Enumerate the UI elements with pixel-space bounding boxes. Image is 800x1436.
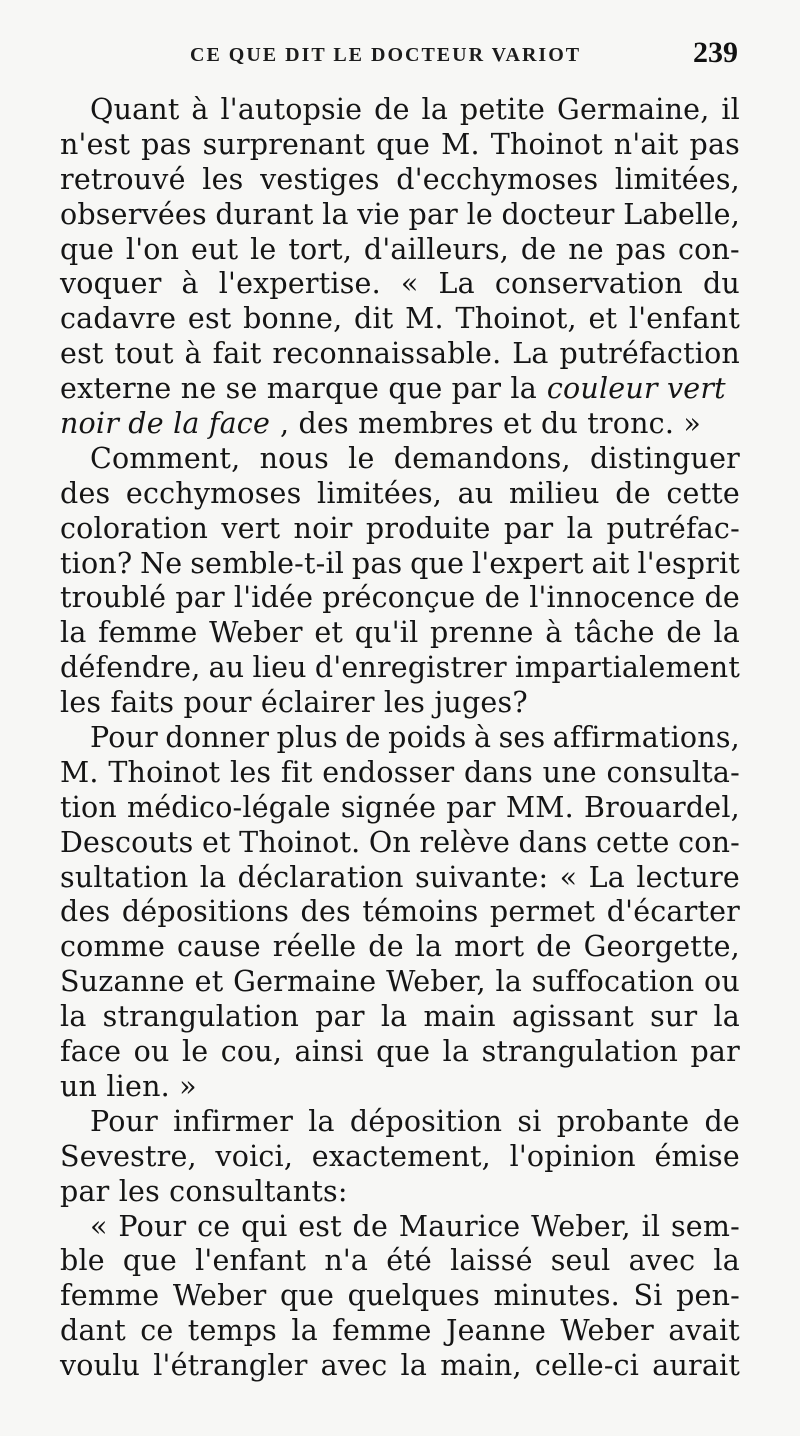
word: strangulation <box>102 1000 300 1034</box>
word: de <box>704 581 740 615</box>
word: la <box>713 1244 740 1278</box>
word: la <box>322 197 349 231</box>
word: dépositions <box>121 895 290 929</box>
word: et <box>588 302 618 336</box>
text-line: externe ne se marque que par la couleur vert <box>60 372 726 406</box>
word: plus <box>276 721 338 755</box>
word: con- <box>677 232 740 266</box>
word: de <box>536 930 572 964</box>
word: Thoinot. <box>239 825 361 859</box>
word: les <box>202 162 244 196</box>
word: la <box>421 93 449 126</box>
word: voulu <box>60 1349 141 1383</box>
word: Thoinot <box>490 127 603 161</box>
word: Weber <box>560 1314 654 1348</box>
word: probante <box>556 1104 690 1138</box>
word: Thoinot <box>108 755 221 789</box>
word: Weber <box>172 1279 267 1313</box>
word: ses <box>498 721 546 755</box>
text-line <box>60 756 740 791</box>
word: M. <box>441 127 480 161</box>
word: l'expert <box>472 546 584 580</box>
word: seul <box>550 1244 611 1278</box>
word: l'idée <box>233 581 314 615</box>
word: déclaration <box>237 860 404 894</box>
word: ou <box>133 1035 170 1069</box>
word: suffocation <box>531 965 695 999</box>
word: Ne <box>140 546 183 580</box>
word: lieu <box>252 651 307 685</box>
word: pas <box>615 232 667 266</box>
word: d'ecchymoses <box>396 162 599 196</box>
word: une <box>542 755 597 789</box>
word: exactement, <box>311 1139 491 1173</box>
word: avec <box>320 1349 388 1383</box>
word: le <box>181 1035 209 1069</box>
word: limitées, <box>614 162 740 196</box>
word: préconçue <box>322 581 476 615</box>
word: l'enfant <box>628 302 740 336</box>
word: par <box>315 1000 365 1034</box>
word: voici, <box>215 1139 294 1173</box>
word: le <box>250 232 277 266</box>
word: la <box>442 1035 470 1069</box>
word: réelle <box>272 930 357 964</box>
word: Labelle, <box>623 197 740 231</box>
word: ait <box>591 546 630 580</box>
word: face <box>60 1035 122 1069</box>
text-line <box>60 302 740 337</box>
word: cadavre <box>60 302 177 336</box>
word: eut <box>191 232 239 266</box>
word: « <box>400 267 419 301</box>
word: qui <box>241 1209 288 1243</box>
word: de <box>666 616 702 650</box>
word: produite <box>365 511 491 545</box>
word: surprenant <box>202 127 366 161</box>
word: la <box>308 1104 335 1138</box>
word: endosser <box>322 755 455 789</box>
word: femme <box>98 616 198 650</box>
word: par <box>175 581 225 615</box>
word: de <box>345 721 381 755</box>
text-line <box>60 512 740 547</box>
word: Germaine <box>233 965 377 999</box>
word: vestiges <box>260 162 380 196</box>
word: lecture <box>636 860 740 894</box>
word: Pour <box>118 1209 187 1243</box>
word: femme <box>332 1314 432 1348</box>
word: que <box>60 232 115 266</box>
word: avec <box>628 1244 696 1278</box>
word: semble-t-il <box>190 546 345 580</box>
word: distinguer <box>589 441 740 475</box>
word: reconnaissable. <box>272 337 502 371</box>
word: cause <box>176 930 261 964</box>
italic-phrase: couleur vert <box>546 372 726 406</box>
word: et <box>201 825 231 859</box>
word: ce <box>197 1209 231 1243</box>
word: La <box>438 267 475 301</box>
word: Pour <box>90 1104 158 1138</box>
word: main, <box>440 1349 522 1383</box>
word: On <box>368 825 411 859</box>
word: conservation <box>494 267 683 301</box>
word: main <box>423 1000 496 1034</box>
word: demandons, <box>393 441 571 475</box>
word: de <box>374 93 410 126</box>
word: il <box>721 93 740 126</box>
word: n'ait <box>613 127 679 161</box>
word: Quant <box>90 93 180 126</box>
word: n'a <box>324 1244 369 1278</box>
word: troublé <box>60 581 167 615</box>
text-line <box>60 826 740 861</box>
word: médico-légale <box>126 790 331 824</box>
word: tâche <box>574 616 655 650</box>
word: est <box>298 1209 342 1243</box>
word: La <box>588 860 625 894</box>
word: quelques <box>347 1279 480 1313</box>
word: femme <box>60 1279 160 1313</box>
word: fait <box>212 337 262 371</box>
running-head <box>60 36 738 76</box>
word: l'opinion <box>509 1139 636 1173</box>
text-line <box>60 233 740 268</box>
word: noir <box>293 511 353 545</box>
word: vie <box>357 197 400 231</box>
word: Si <box>633 1279 663 1313</box>
word: cou, <box>220 1035 283 1069</box>
word: le <box>348 441 375 475</box>
word: à <box>545 616 563 650</box>
word: Comment, <box>90 441 241 475</box>
word: dans <box>463 755 533 789</box>
word: l'étrangler <box>153 1349 308 1383</box>
word: il <box>641 1209 661 1243</box>
word: d'enregistrer <box>314 651 507 685</box>
text-line <box>60 1035 740 1070</box>
word: « <box>90 1209 108 1243</box>
word: déposition <box>349 1104 503 1138</box>
word: Descouts <box>60 825 194 859</box>
word: M. <box>405 302 444 336</box>
word: putréfaction <box>559 337 740 371</box>
word: observées <box>60 197 207 231</box>
word: est <box>187 302 232 336</box>
word: de <box>615 476 651 510</box>
text-line: noir de la face , des membres et du tronc. » <box>60 407 701 441</box>
word: coloration <box>60 511 209 545</box>
word: l'expertise. <box>218 267 381 301</box>
word: docteur <box>501 197 615 231</box>
word: de <box>368 930 404 964</box>
word: consulta- <box>606 755 740 789</box>
word: voquer <box>60 267 162 301</box>
word: par <box>503 511 554 545</box>
word: par <box>446 790 496 824</box>
word: l'enfant <box>195 1244 307 1278</box>
word: le <box>466 197 493 231</box>
word: La <box>512 337 549 371</box>
text-line <box>60 267 740 302</box>
word: ne <box>568 232 604 266</box>
text-line <box>60 1210 740 1245</box>
body-text <box>60 93 740 1384</box>
word: Pour <box>90 721 158 755</box>
word: à <box>473 721 492 755</box>
word: n'est <box>60 127 131 161</box>
text-line <box>60 651 740 686</box>
word: aurait <box>652 1349 740 1383</box>
word: sem- <box>670 1209 740 1243</box>
word: M. <box>60 755 99 789</box>
text-line <box>60 616 740 651</box>
word: ble <box>60 1244 105 1278</box>
word: Jeanne <box>445 1314 547 1348</box>
word: milieu <box>508 476 600 510</box>
text-line <box>60 93 740 128</box>
word: fit <box>280 755 313 789</box>
text-line <box>60 1279 740 1314</box>
word: que <box>376 127 431 161</box>
word: de <box>484 581 521 615</box>
text-line <box>60 128 740 163</box>
word: agissant <box>511 1000 634 1034</box>
word: la <box>495 965 523 999</box>
word: Germaine, <box>556 93 710 126</box>
word: dans <box>518 825 588 859</box>
word: la <box>60 616 87 650</box>
word: que <box>122 1244 177 1278</box>
word: permet <box>489 895 596 929</box>
word: avait <box>668 1314 740 1348</box>
word: du <box>702 267 740 301</box>
text-line: les faits pour éclairer les juges? <box>60 686 528 720</box>
text-line <box>60 1105 740 1140</box>
word: est <box>60 337 104 371</box>
text-line <box>60 1244 740 1279</box>
word: strangulation <box>481 1035 679 1069</box>
word: si <box>517 1104 542 1138</box>
word: de <box>704 1104 740 1138</box>
word: l'autopsie <box>220 93 363 126</box>
word: « <box>559 860 578 894</box>
page-number: 239 <box>693 36 738 69</box>
word: l'esprit <box>637 546 740 580</box>
text-line <box>60 163 740 198</box>
text-line <box>60 965 740 1000</box>
word: laissé <box>450 1244 533 1278</box>
word: Brouardel, <box>583 790 740 824</box>
word: témoins <box>362 895 479 929</box>
word: tort, <box>288 232 353 266</box>
word: la <box>400 1349 428 1383</box>
text-line <box>60 861 740 896</box>
word: les <box>230 755 272 789</box>
word: Georgette, <box>583 930 740 964</box>
text-line <box>60 895 740 930</box>
text-line <box>60 581 740 616</box>
word: à <box>184 337 202 371</box>
word: nous <box>259 441 329 475</box>
text-line: par les consultants: <box>60 1174 348 1208</box>
word: prenne <box>430 616 534 650</box>
word: pas <box>351 546 403 580</box>
word: d'écarter <box>606 895 740 929</box>
word: pen- <box>676 1279 740 1313</box>
text-line <box>60 198 740 233</box>
word: comme <box>60 930 166 964</box>
text-line <box>60 791 740 826</box>
word: signée <box>340 790 437 824</box>
word: cette <box>666 476 740 510</box>
word: pas <box>141 127 192 161</box>
word: la <box>380 1000 408 1034</box>
text-line <box>60 477 740 512</box>
word: été <box>386 1244 432 1278</box>
word: Maurice <box>398 1209 521 1243</box>
text-line <box>60 721 740 756</box>
word: retrouvé <box>60 162 186 196</box>
word: que <box>410 546 465 580</box>
word: de <box>352 1209 389 1243</box>
text-line <box>60 1314 740 1349</box>
word: ainsi <box>294 1035 364 1069</box>
word: petite <box>459 93 546 126</box>
word: suivante: <box>415 860 549 894</box>
text-line <box>60 1140 740 1175</box>
word: dit <box>354 302 394 336</box>
word: et <box>194 965 224 999</box>
word: à <box>191 93 209 126</box>
word: limitées, <box>317 476 443 510</box>
word: tion <box>60 790 117 824</box>
text-line <box>60 1000 740 1035</box>
word: et <box>314 616 344 650</box>
word: ou <box>704 965 740 999</box>
word: des <box>60 895 111 929</box>
word: la <box>713 616 740 650</box>
word: qu'il <box>354 616 419 650</box>
word: cette <box>596 825 670 859</box>
word: au <box>208 651 245 685</box>
word: MM. <box>505 790 574 824</box>
word: Weber, <box>531 1209 631 1243</box>
word: la <box>291 1314 318 1348</box>
word: celle-ci <box>534 1349 640 1383</box>
text-line <box>60 547 740 582</box>
word: la <box>713 1000 740 1034</box>
word: relève <box>419 825 511 859</box>
word: Thoinot, <box>455 302 577 336</box>
word: tion? <box>60 546 133 580</box>
word: des <box>300 895 351 929</box>
word: sultation <box>60 860 189 894</box>
word: sur <box>650 1000 698 1034</box>
word: d'ailleurs, <box>363 232 510 266</box>
word: au <box>457 476 494 510</box>
word: ce <box>140 1314 174 1348</box>
text-line <box>60 1349 740 1384</box>
word: tout <box>114 337 174 371</box>
word: minutes. <box>493 1279 620 1313</box>
word: durant <box>215 197 314 231</box>
word: Suzanne <box>60 965 185 999</box>
word: mort <box>454 930 525 964</box>
word: poids <box>388 721 467 755</box>
text-line <box>60 337 740 372</box>
word: que <box>280 1279 335 1313</box>
word: défendre, <box>60 651 201 685</box>
word: putréfac- <box>606 511 740 545</box>
word: la <box>566 511 594 545</box>
word: bonne, <box>243 302 343 336</box>
word: vert <box>221 511 281 545</box>
word: donner <box>165 721 270 755</box>
word: que <box>376 1035 431 1069</box>
word: ecchymoses <box>125 476 302 510</box>
word: l'innocence <box>529 581 696 615</box>
word: la <box>415 930 443 964</box>
word: affirmations, <box>552 721 740 755</box>
word: infirmer <box>173 1104 294 1138</box>
word: Sevestre, <box>60 1139 197 1173</box>
word: à <box>181 267 199 301</box>
word: impartialement <box>514 651 740 685</box>
word: de <box>520 232 557 266</box>
word: con- <box>678 825 740 859</box>
italic-phrase: noir de la face <box>60 407 271 441</box>
word: l'on <box>125 232 180 266</box>
running-title: CE QUE DIT LE DOCTEUR VARIOT <box>190 44 582 66</box>
word: par <box>408 197 458 231</box>
word: dant <box>60 1314 126 1348</box>
word: pas <box>689 127 740 161</box>
word: Weber, <box>386 965 486 999</box>
word: la <box>60 1000 87 1034</box>
text-line <box>60 442 740 477</box>
text-line <box>60 930 740 965</box>
word: la <box>199 860 227 894</box>
word: Weber <box>209 616 303 650</box>
word: temps <box>187 1314 278 1348</box>
word: des <box>60 476 111 510</box>
word: par <box>690 1035 740 1069</box>
text-line: un lien. » <box>60 1069 197 1103</box>
word: émise <box>654 1139 740 1173</box>
